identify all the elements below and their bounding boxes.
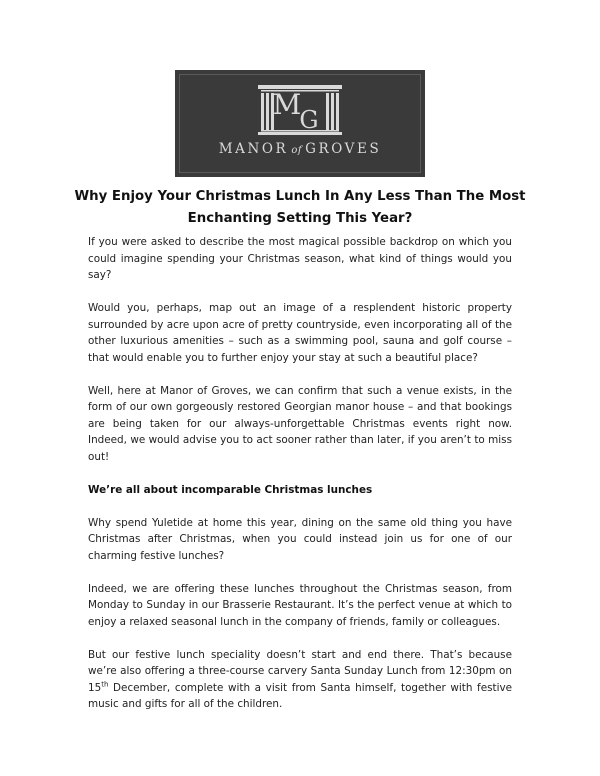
section-subheading: We’re all about incomparable Christmas lunches [88, 483, 373, 496]
article-body [88, 234, 512, 729]
brand-groves: GROVES [305, 141, 382, 157]
article-title: Why Enjoy Your Christmas Lunch In Any Less Than The Most Enchanting Setting This Year? [74, 189, 526, 226]
paragraph: Would you, perhaps, map out an image of a resplendent historic property surrounded by acre upon acre of pretty countryside, even incorporating all of the other luxurious amenities – such as a swimming pool, sauna and golf course – that would enable you to further enjoy your stay at such a beautiful place? [88, 302, 512, 364]
paragraph: Well, here at Manor of Groves, we can confirm that such a venue exists, in the form of our own gorgeously restored Georgian manor house – and that bookings are being taken for our always-unforgettable Christmas events right now. Indeed, we would advise you to act sooner rather than later, if you aren’t to miss out! [88, 384, 512, 463]
date-ordinal-suffix: th [101, 680, 109, 689]
brand-of: of [291, 145, 303, 156]
paragraph: Indeed, we are offering these lunches throughout the Christmas season, from Monday to Sunday in our Brasserie Restaurant. It’s the perfect venue at which to enjoy a relaxed seasonal lunch in the company of friends, family or colleagues. [88, 582, 512, 628]
monogram-m: M [272, 88, 302, 121]
monogram-columns-emblem [175, 70, 425, 177]
paragraph: Why spend Yuletide at home this year, dining on the same old thing you have Christmas after Christmas, when you could instead join us for one of our charming festive lunches? [88, 516, 512, 562]
manor-of-groves-logo [175, 70, 425, 177]
brand-manor: MANOR [218, 141, 289, 157]
santa-lunch-text-end: December, complete with a visit from Santa himself, together with festive music and gifts for all of the children. [88, 681, 512, 710]
monogram-g: G [299, 106, 319, 134]
santa-lunch-text-start: But our festive lunch speciality doesn’t start and end there. That’s because we’re also offering a three-course carvery Santa Sunday Lunch from 12:30pm on 15 [88, 648, 512, 694]
brand-wordmark [175, 141, 425, 157]
paragraph-santa-lunch [88, 647, 512, 713]
paragraph: If you were asked to describe the most magical possible backdrop on which you could imagine spending your Christmas season, what kind of things would you say? [88, 236, 512, 281]
